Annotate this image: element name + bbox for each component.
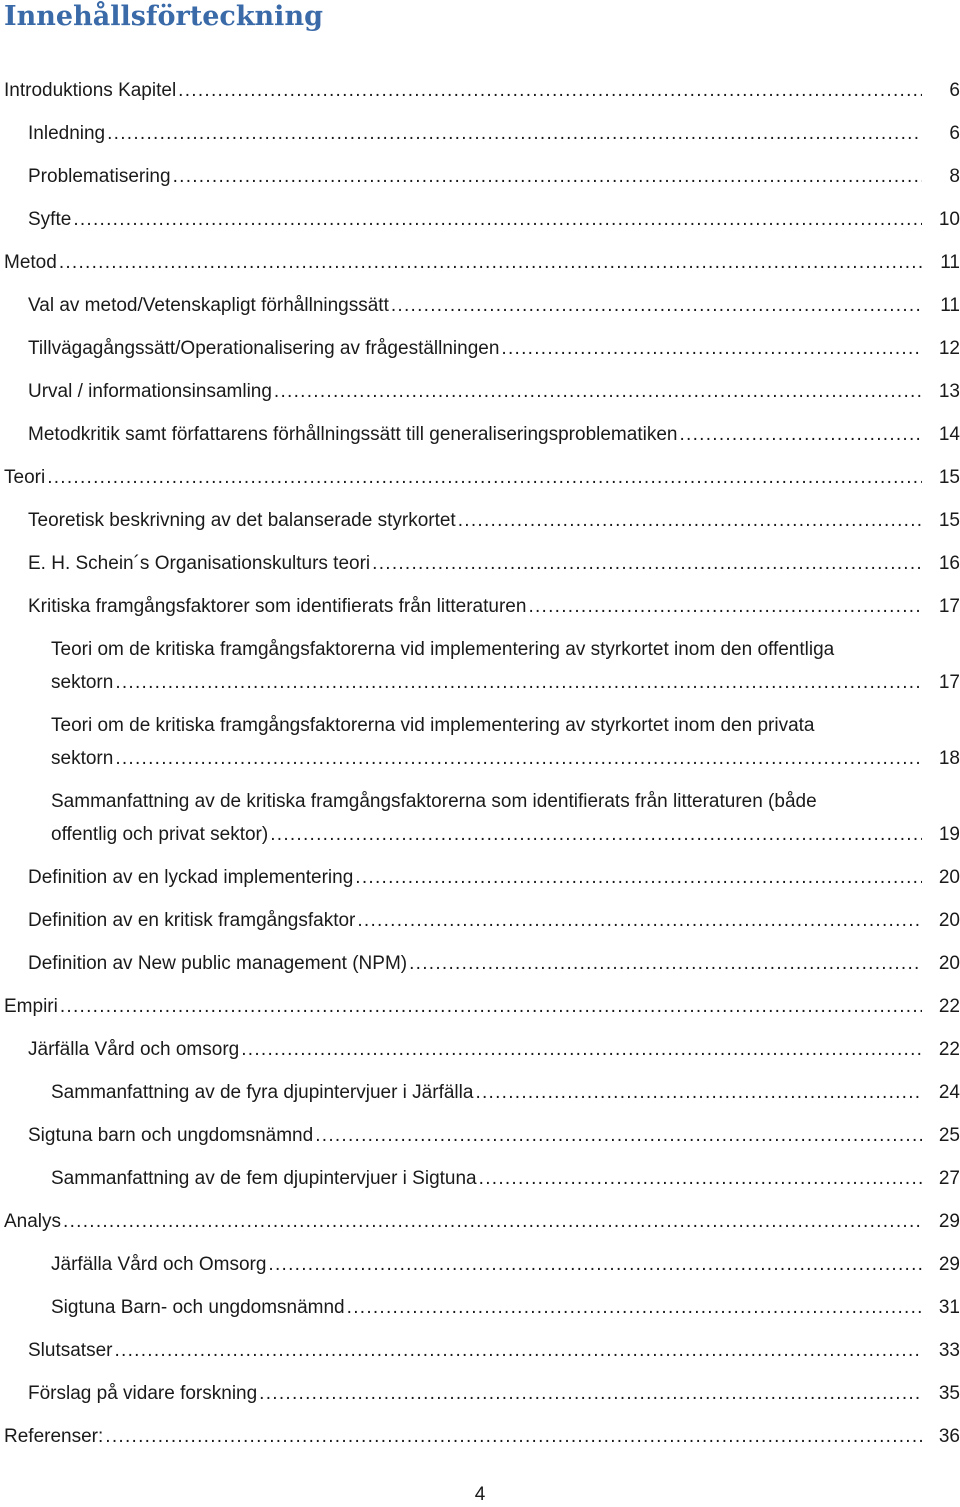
toc-dot-leader — [475, 1076, 922, 1109]
toc-entry[interactable] — [0, 1205, 960, 1238]
toc-entry-text: Kritiska framgångsfaktorer som identifierats från litteraturen — [28, 596, 527, 617]
toc-entry-content — [28, 203, 960, 236]
toc-entry-text: Sammanfattning av de fyra djupintervjuer i Järfälla — [51, 1082, 474, 1103]
toc-entry-content — [28, 504, 960, 537]
toc-entry-text: Analys — [4, 1211, 62, 1232]
toc-entry[interactable] — [0, 1334, 960, 1367]
toc-entry[interactable] — [0, 861, 960, 894]
toc-entry-text: Teori om de kritiska framgångsfaktorerna vid implementering av styrkortet inom den privata — [51, 715, 815, 736]
toc-entry-text: Slutsatser — [28, 1340, 113, 1361]
toc-page-number: 36 — [938, 1426, 960, 1447]
toc-entry-text: Förslag på vidare forskning — [28, 1383, 258, 1404]
toc-page-number: 17 — [938, 596, 960, 617]
toc-entry-content — [4, 461, 960, 494]
toc-entry[interactable] — [0, 590, 960, 623]
toc-dot-leader — [458, 504, 922, 537]
toc-page-number: 18 — [938, 748, 960, 769]
toc-entry-content — [28, 1033, 960, 1066]
toc-dot-leader — [274, 375, 922, 408]
toc-entry-content — [4, 246, 960, 279]
toc-page-number: 15 — [938, 467, 960, 488]
toc-entry-content — [51, 1162, 960, 1195]
toc-page-number: 20 — [938, 953, 960, 974]
toc-dot-leader — [114, 1334, 922, 1367]
toc-entry[interactable] — [0, 1248, 960, 1281]
toc-page-number: 14 — [938, 424, 960, 445]
toc-entry-content — [28, 289, 960, 322]
toc-page-number: 19 — [938, 824, 960, 845]
toc-page-number: 8 — [949, 166, 960, 187]
toc-entry-text: Definition av en kritisk framgångsfaktor — [28, 910, 356, 931]
toc-dot-leader — [115, 666, 922, 699]
toc-entry-content — [4, 1420, 960, 1453]
toc-entry-content — [28, 547, 960, 580]
toc-entry-text: Metod — [4, 252, 57, 273]
toc-entry[interactable] — [0, 504, 960, 537]
toc-dot-leader — [391, 289, 922, 322]
toc-page-number: 16 — [938, 553, 960, 574]
toc-entry[interactable] — [0, 246, 960, 279]
toc-entry-text: Tillvägagångssätt/Operationalisering av frågeställningen — [28, 338, 500, 359]
toc-entry-content — [51, 785, 960, 851]
toc-entry[interactable] — [0, 785, 960, 851]
toc-entry[interactable] — [0, 289, 960, 322]
toc-dot-leader — [107, 117, 922, 150]
toc-entry-content — [51, 1291, 960, 1324]
toc-entry-text: Definition av New public management (NPM) — [28, 953, 408, 974]
toc-entry[interactable] — [0, 375, 960, 408]
toc-page-number: 29 — [938, 1211, 960, 1232]
page-number-footer: 4 — [474, 1484, 486, 1505]
toc-page-number: 20 — [938, 910, 960, 931]
toc-entry-content — [28, 947, 960, 980]
toc-entry[interactable] — [0, 332, 960, 365]
toc-dot-leader — [357, 904, 922, 937]
toc-entry-text: Järfälla Vård och Omsorg — [51, 1254, 267, 1275]
toc-page-number: 35 — [938, 1383, 960, 1404]
toc-entry[interactable] — [0, 1291, 960, 1324]
toc-entry-text: sektorn — [51, 672, 114, 693]
toc-entry[interactable] — [0, 1076, 960, 1109]
toc-page-number: 25 — [938, 1125, 960, 1146]
toc-entry-content — [51, 1248, 960, 1281]
toc-dot-leader — [59, 246, 922, 279]
toc-page-number: 29 — [938, 1254, 960, 1275]
toc-dot-leader — [63, 1205, 922, 1238]
toc-entry[interactable] — [0, 461, 960, 494]
toc-entry-content — [28, 418, 960, 451]
toc-entry[interactable] — [0, 160, 960, 193]
toc-page-number: 17 — [938, 672, 960, 693]
toc-dot-leader — [501, 332, 922, 365]
toc-page-number: 31 — [938, 1297, 960, 1318]
toc-entry[interactable] — [0, 904, 960, 937]
toc-entry[interactable] — [0, 1377, 960, 1410]
toc-dot-leader — [268, 1248, 922, 1281]
toc-dot-leader — [115, 742, 922, 775]
toc-entry[interactable] — [0, 709, 960, 775]
toc-dot-leader — [372, 547, 922, 580]
toc-entry-content — [51, 1076, 960, 1109]
toc-entry-content — [28, 904, 960, 937]
toc-page-number: 11 — [940, 252, 960, 273]
toc-entry-text: sektorn — [51, 748, 114, 769]
toc-entry-text: Val av metod/Vetenskapligt förhållningssätt — [28, 295, 389, 316]
toc-entry-text: Definition av en lyckad implementering — [28, 867, 354, 888]
toc-dot-leader — [105, 1420, 922, 1453]
toc-entry-content — [28, 590, 960, 623]
toc-dot-leader — [679, 418, 922, 451]
toc-entry[interactable] — [0, 947, 960, 980]
toc-entry-content — [28, 1334, 960, 1367]
toc-dot-leader — [60, 990, 922, 1023]
toc-dot-leader — [259, 1377, 922, 1410]
toc-entry[interactable] — [0, 633, 960, 699]
toc-dot-leader — [73, 203, 922, 236]
toc-entry[interactable] — [0, 117, 960, 150]
toc-dot-leader — [315, 1119, 922, 1152]
toc-dot-leader — [347, 1291, 922, 1324]
toc-title: Innehållsförteckning — [4, 1, 323, 32]
toc-entry-text: Metodkritik samt författarens förhållningssätt till generaliseringsproblematiken — [28, 424, 678, 445]
toc-dot-leader — [528, 590, 922, 623]
toc-entry-content — [28, 117, 960, 150]
toc-entry[interactable] — [0, 1420, 960, 1453]
toc-entry[interactable] — [0, 990, 960, 1023]
toc-entry-content — [4, 74, 960, 107]
toc-entry-text: Syfte — [28, 209, 72, 230]
toc-dot-leader — [178, 74, 922, 107]
toc-entry-text: Sigtuna Barn- och ungdomsnämnd — [51, 1297, 345, 1318]
toc-entry[interactable] — [0, 1033, 960, 1066]
toc-entry-content — [4, 1205, 960, 1238]
toc-entry-text: Introduktions Kapitel — [4, 80, 177, 101]
toc-entry[interactable] — [0, 203, 960, 236]
toc-page-number: 6 — [949, 80, 960, 101]
toc-entry-text: Sammanfattning av de kritiska framgångsfaktorerna som identifierats från litteraturen (både — [51, 791, 817, 812]
toc-entry-content — [28, 332, 960, 365]
toc-page-number: 13 — [938, 381, 960, 402]
toc-entry-text: Urval / informationsinsamling — [28, 381, 272, 402]
toc-page-number: 27 — [938, 1168, 960, 1189]
toc-entry-text: E. H. Schein´s Organisationskulturs teori — [28, 553, 371, 574]
toc-list — [0, 74, 960, 1463]
toc-page-number: 6 — [949, 123, 960, 144]
toc-dot-leader — [270, 818, 922, 851]
toc-page-number: 33 — [938, 1340, 960, 1361]
toc-page-number: 24 — [938, 1082, 960, 1103]
toc-entry-content — [28, 1377, 960, 1410]
toc-dot-leader — [479, 1162, 922, 1195]
toc-dot-leader — [355, 861, 922, 894]
toc-dot-leader — [241, 1033, 922, 1066]
toc-page-number: 12 — [938, 338, 960, 359]
toc-entry-content — [28, 160, 960, 193]
toc-page-number: 10 — [938, 209, 960, 230]
toc-page-number: 11 — [940, 295, 960, 316]
toc-entry-content — [51, 709, 960, 775]
toc-entry[interactable] — [0, 547, 960, 580]
toc-entry-text: Inledning — [28, 123, 106, 144]
toc-dot-leader — [47, 461, 922, 494]
toc-entry-text: Problematisering — [28, 166, 171, 187]
toc-entry[interactable] — [0, 418, 960, 451]
toc-entry-content — [28, 1119, 960, 1152]
toc-entry-text: Sammanfattning av de fem djupintervjuer i Sigtuna — [51, 1168, 477, 1189]
toc-page-number: 22 — [938, 996, 960, 1017]
toc-entry-text: Teori om de kritiska framgångsfaktorerna vid implementering av styrkortet inom den offentliga — [51, 639, 835, 660]
toc-entry-text: Teoretisk beskrivning av det balanserade styrkortet — [28, 510, 456, 531]
toc-entry-text: Teori — [4, 467, 46, 488]
toc-entry-content — [4, 990, 960, 1023]
toc-entry-text: offentlig och privat sektor) — [51, 824, 269, 845]
toc-page-number: 20 — [938, 867, 960, 888]
toc-entry-content — [51, 633, 960, 699]
toc-page-number: 22 — [938, 1039, 960, 1060]
toc-entry-text: Referenser: — [4, 1426, 104, 1447]
toc-entry-text: Empiri — [4, 996, 58, 1017]
toc-page-number: 15 — [938, 510, 960, 531]
toc-entry[interactable] — [0, 1119, 960, 1152]
toc-entry-content — [28, 375, 960, 408]
toc-dot-leader — [173, 160, 922, 193]
toc-entry[interactable] — [0, 74, 960, 107]
toc-entry-text: Järfälla Vård och omsorg — [28, 1039, 240, 1060]
toc-dot-leader — [409, 947, 922, 980]
toc-entry-content — [28, 861, 960, 894]
toc-entry-text: Sigtuna barn och ungdomsnämnd — [28, 1125, 314, 1146]
toc-entry[interactable] — [0, 1162, 960, 1195]
